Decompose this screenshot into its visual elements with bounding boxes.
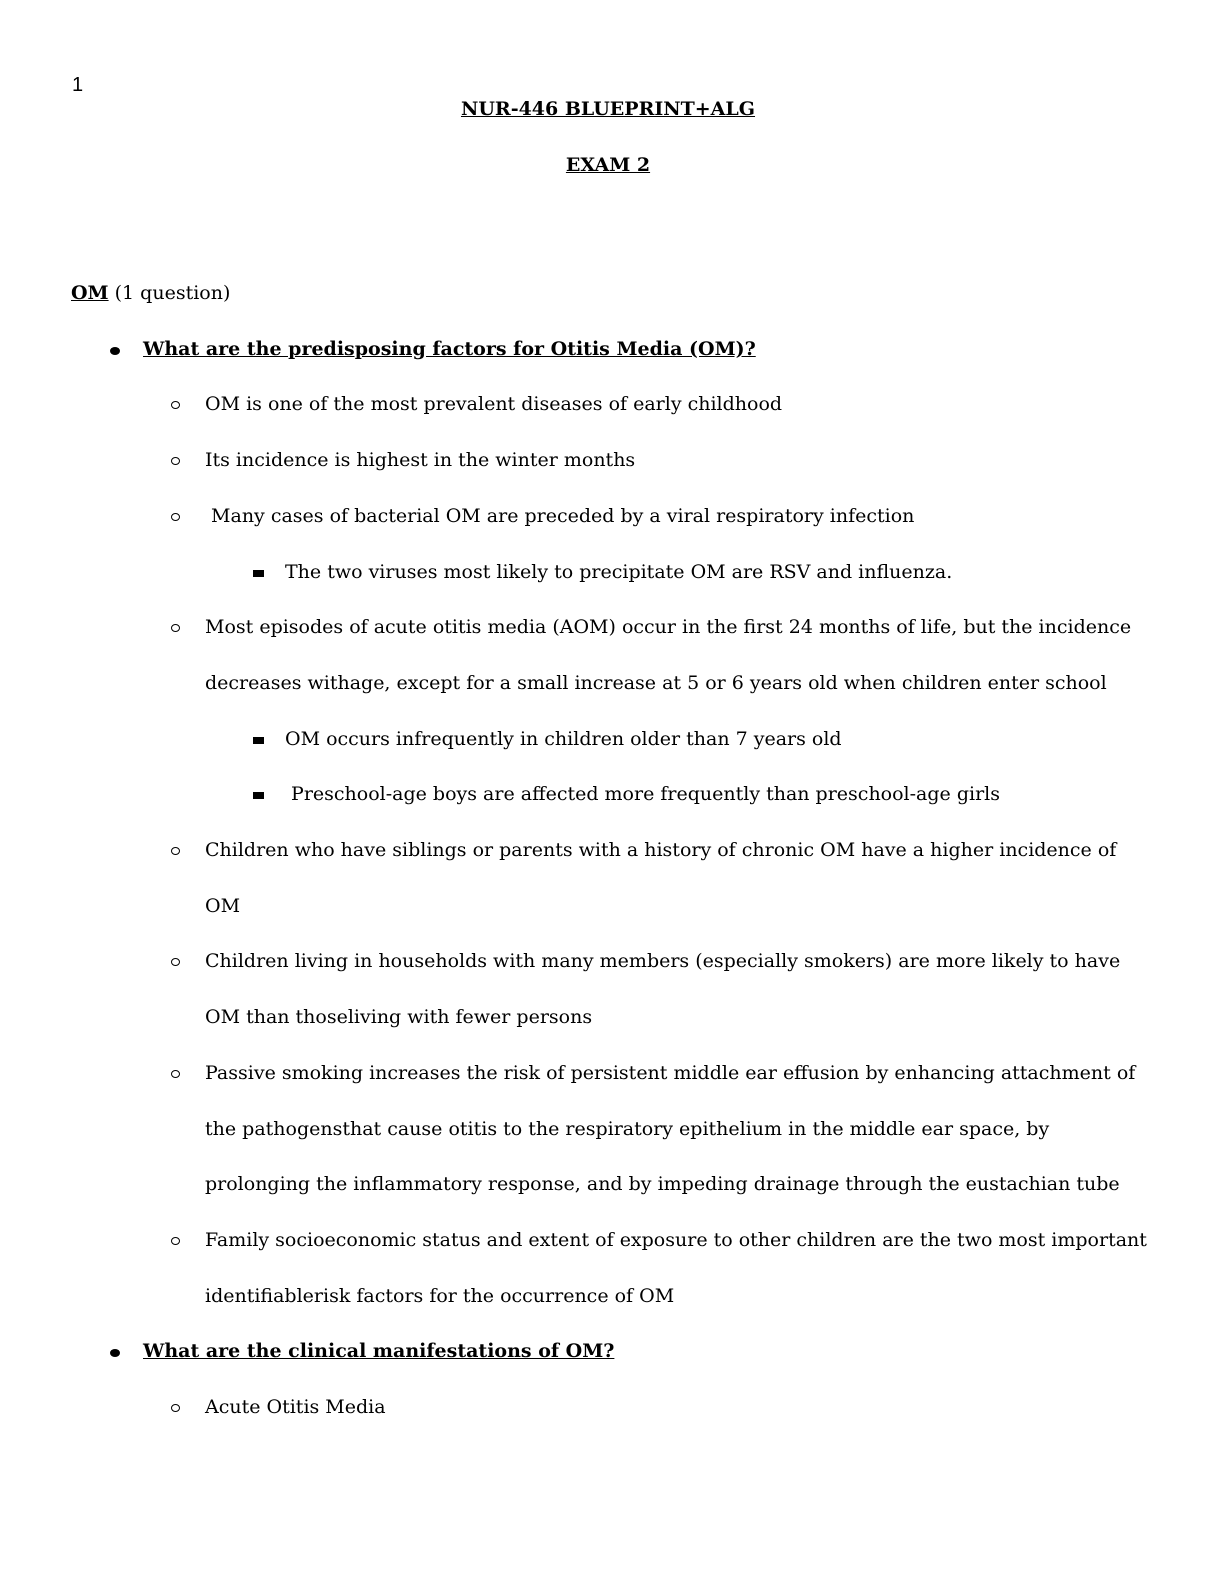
list-item-text: Many cases of bacterial OM are preceded by a viral respiratory infection [205,504,915,527]
document-title: NUR-446 BLUEPRINT+ALG [460,98,756,120]
sub-list-item-text: Preschool-age boys are affected more frequently than preschool-age girls [285,783,1000,806]
list-item [0,489,1224,545]
list-item-text: OM is one of the most prevalent diseases of early childhood [205,393,783,416]
question-text: What are the clinical manifestations of OM? [143,1340,615,1363]
section-heading [0,266,1224,322]
list-item-text: Acute Otitis Media [205,1396,386,1419]
question-text: What are the predisposing factors for Otitis Media (OM)? [143,337,756,360]
list-item [0,823,1224,934]
question-list [0,322,1224,1436]
document-body [0,266,1224,1436]
square-bullet-icon [253,737,264,744]
sub-list-item-text: The two viruses most likely to precipitate OM are RSV and influenza. [285,560,953,583]
bullet-icon [110,347,120,355]
list-item [0,433,1224,489]
hollow-bullet-icon [171,457,180,465]
list-item-text: Passive smoking increases the risk of persistent middle ear effusion by enhancing attachment of the pathogensthat cause otitis to the respiratory epithelium in the middle ear space, by prolonging the inflammatory response, and by impeding drainage through the eustachian tube [205,1061,1136,1196]
section-heading-topic: OM [71,282,109,304]
page-number: 1 [72,74,84,96]
sub-list-item-text: OM occurs infrequently in children older than 7 years old [285,727,842,750]
list-item-text: Children who have siblings or parents with a history of chronic OM have a higher incidence of OM [205,839,1117,917]
hollow-bullet-icon [171,401,180,409]
sub-list-item [0,712,1224,768]
hollow-bullet-icon [171,1070,180,1078]
list-item [0,1380,1224,1436]
exam-title: EXAM 2 [565,154,651,176]
hollow-bullet-icon [171,847,180,855]
list-item [0,377,1224,433]
square-bullet-icon [253,792,264,799]
sub-list-item [0,545,1224,601]
list-item [0,600,1224,711]
list-item-text: Its incidence is highest in the winter months [205,449,636,472]
bullet-icon [110,1349,120,1357]
list-item-text: Family socioeconomic status and extent of exposure to other children are the two most important identifiablerisk factors for the occurrence of OM [205,1228,1147,1307]
list-item-text: Children living in households with many members (especially smokers) are more likely to have OM than thoseliving with fewer persons [205,950,1121,1029]
list-item-text: Most episodes of acute otitis media (AOM) occur in the first 24 months of life, but the incidence decreases withage, except for a small increase at 5 or 6 years old when children enter school [205,616,1132,694]
hollow-bullet-icon [171,958,180,966]
square-bullet-icon [253,570,264,577]
list-item [0,1046,1224,1213]
list-item [0,934,1224,1045]
question-item [0,322,1224,378]
hollow-bullet-icon [171,624,180,632]
sub-list-item [0,767,1224,823]
section-heading-note: (1 question) [108,282,231,304]
question-item [0,1324,1224,1380]
hollow-bullet-icon [171,1237,180,1245]
hollow-bullet-icon [171,1404,180,1412]
list-item [0,1213,1224,1324]
hollow-bullet-icon [171,513,180,521]
